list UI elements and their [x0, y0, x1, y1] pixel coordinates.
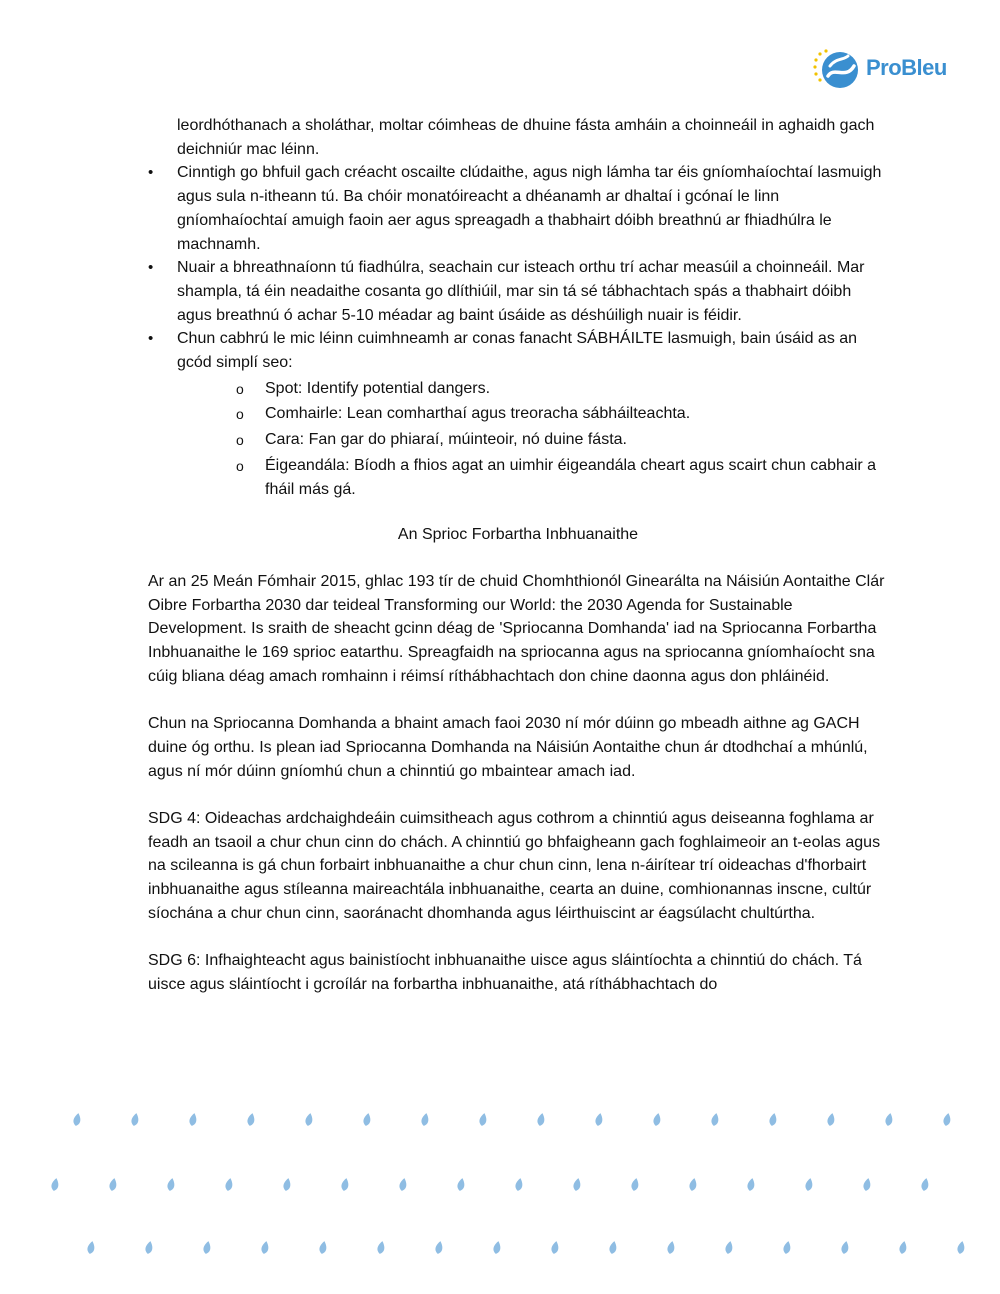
water-drop-icon — [50, 1177, 59, 1191]
water-drop-icon — [572, 1177, 581, 1191]
water-drop-icon — [608, 1240, 617, 1254]
water-drop-icon — [724, 1240, 733, 1254]
water-drop-icon — [710, 1112, 719, 1126]
water-drop-icon — [652, 1112, 661, 1126]
water-drop-icon — [188, 1112, 197, 1126]
water-drop-icon — [884, 1112, 893, 1126]
water-drop-icon — [862, 1177, 871, 1191]
water-drop-icon — [478, 1112, 487, 1126]
paragraph: SDG 4: Oideachas ardchaighdeáin cuimsitheach agus cothrom a chinntiú agus deiseanna foghlama ar feadh an tsaoil a chur chun cinn do chách. A chinntiú go bhfaigheann gach foghlaimeoir an t-eolas agus na scileanna is gá chun forbairt inbhuanaithe a chur chun cinn, lena n-áirítear trí oideachas d'fhorbairt inbhuanaithe agus stíleanna maireachtála inbhuanaithe, cearta an duine, comhionannas inscne, cultúr síochána a chur chun cinn, saoránacht dhomhanda agus léirthuiscint ar éagsúlacht chultúrtha. — [148, 809, 881, 922]
sub-item: o Comhairle: Lean comharthaí agus treoracha sábháilteachta. — [177, 402, 888, 426]
water-drop-icon — [782, 1240, 791, 1254]
paragraph: Ar an 25 Meán Fómhair 2015, ghlac 193 tír de chuid Chomhthionól Ginearálta na Náisiún Aontaithe Clár Oibre Forbartha 2030 dar teideal Transforming our World: the 2030 Agenda for Sustainable Development. Is sraith de sheacht gcinn déag de 'Spriocanna Domhanda' iad na Spriocanna Forbartha Inbhuanaithe le 169 sprioc eatarthu. Spreagfaidh na spriocanna agus na spriocanna gníomhaíocht sna cúig bliana déag amach romhainn i réimsí ríthábhachtach don chine daonna agus don phláinéid. — [148, 572, 885, 685]
water-drop-icon — [594, 1112, 603, 1126]
water-drop-icon — [666, 1240, 675, 1254]
section-heading: An Sprioc Forbartha Inbhuanaithe — [397, 526, 639, 544]
water-drop-icon — [340, 1177, 349, 1191]
water-drop-icon — [318, 1240, 327, 1254]
water-drop-icon — [536, 1112, 545, 1126]
droplet-pattern — [0, 1100, 1000, 1294]
water-drop-icon — [260, 1240, 269, 1254]
water-drop-icon — [224, 1177, 233, 1191]
water-drop-icon — [376, 1240, 385, 1254]
water-drop-icon — [630, 1177, 639, 1191]
water-drop-icon — [768, 1112, 777, 1126]
water-drop-icon — [920, 1177, 929, 1191]
water-drop-icon — [398, 1177, 407, 1191]
bullet-item — [148, 327, 888, 501]
bullet-item: • Cinntigh go bhfuil gach créacht oscailte clúdaithe, agus nigh lámha tar éis gníomhaíochtaí lasmuigh agus sula n-itheann tú. Ba chóir monatóireacht a dhéanamh ar dhaltaí i gcónaí le linn gníomhaíochtaí amuigh faoin aer agus spreagadh a thabhairt dóibh breathnú ar fhiadhúlra le machnamh. — [148, 161, 888, 256]
water-drop-icon — [108, 1177, 117, 1191]
water-drop-icon — [840, 1240, 849, 1254]
sub-item: o Cara: Fan gar do phiaraí, múinteoir, nó duine fásta. — [177, 428, 888, 452]
continuation-text: leordhóthanach a sholáthar, moltar cóimheas de dhuine fásta amháin a choinneáil in aghaidh gach deichniúr mac léinn. — [177, 117, 875, 158]
document-body — [148, 114, 888, 1020]
probleu-logo — [812, 46, 962, 94]
sub-list — [177, 377, 888, 502]
water-drop-icon — [942, 1112, 951, 1126]
water-drop-icon — [202, 1240, 211, 1254]
water-drop-icon — [492, 1240, 501, 1254]
water-drop-icon — [456, 1177, 465, 1191]
water-drop-icon — [282, 1177, 291, 1191]
water-drop-icon — [514, 1177, 523, 1191]
water-drop-icon — [826, 1112, 835, 1126]
water-drop-icon — [956, 1240, 965, 1254]
water-drop-icon — [72, 1112, 81, 1126]
water-drop-icon — [166, 1177, 175, 1191]
bullet-item-text: Chun cabhrú le mic léinn cuimhneamh ar conas fanacht SÁBHÁILTE lasmuigh, bain úsáid as an gcód simplí seo: — [177, 330, 858, 372]
logo-text: ProBleu — [866, 55, 947, 80]
water-drop-icon — [434, 1240, 443, 1254]
water-drop-icon — [804, 1177, 813, 1191]
water-drop-icon — [362, 1112, 371, 1126]
water-drop-icon — [550, 1240, 559, 1254]
water-drop-icon — [304, 1112, 313, 1126]
water-drop-icon — [898, 1240, 907, 1254]
water-drop-icon — [144, 1240, 153, 1254]
probleu-logo-icon — [812, 46, 862, 94]
paragraph: SDG 6: Infhaighteacht agus bainistíocht inbhuanaithe uisce agus sláintíochta a chinntiú do chách. Tá uisce agus sláintíocht i gcroílár na forbartha inbhuanaithe, atá ríthábhachtach do — [148, 952, 862, 993]
water-drop-icon — [688, 1177, 697, 1191]
water-drop-icon — [130, 1112, 139, 1126]
paragraph: Chun na Spriocanna Domhanda a bhaint amach faoi 2030 ní mór dúinn go mbeadh aithne ag GACH duine óg orthu. Is plean iad Spriocanna Domhanda na Náisiún Aontaithe chun ár dtodhchaí a mhúnlú, agus ní mór dúinn gníomhú chun a chinntiú go mbaintear amach iad. — [148, 715, 868, 780]
bullet-item: • Nuair a bhreathnaíonn tú fiadhúlra, seachain cur isteach orthu trí achar measúil a choinneáil. Mar shampla, tá éin neadaithe cosanta go dlíthiúil, mar sin tá sé tábhachtach spás a thabhairt dóibh agus breathnú ó achar 5-10 méadar ag baint úsáide as déshúiligh nuair is féidir. — [148, 256, 888, 327]
sub-item: o Spot: Identify potential dangers. — [177, 377, 888, 401]
bullet-list — [148, 161, 888, 501]
water-drop-icon — [746, 1177, 755, 1191]
water-drop-icon — [86, 1240, 95, 1254]
sub-item: o Éigeandála: Bíodh a fhios agat an uimhir éigeandála cheart agus scairt chun cabhair a fháil más gá. — [177, 454, 888, 501]
water-drop-icon — [246, 1112, 255, 1126]
water-drop-icon — [420, 1112, 429, 1126]
